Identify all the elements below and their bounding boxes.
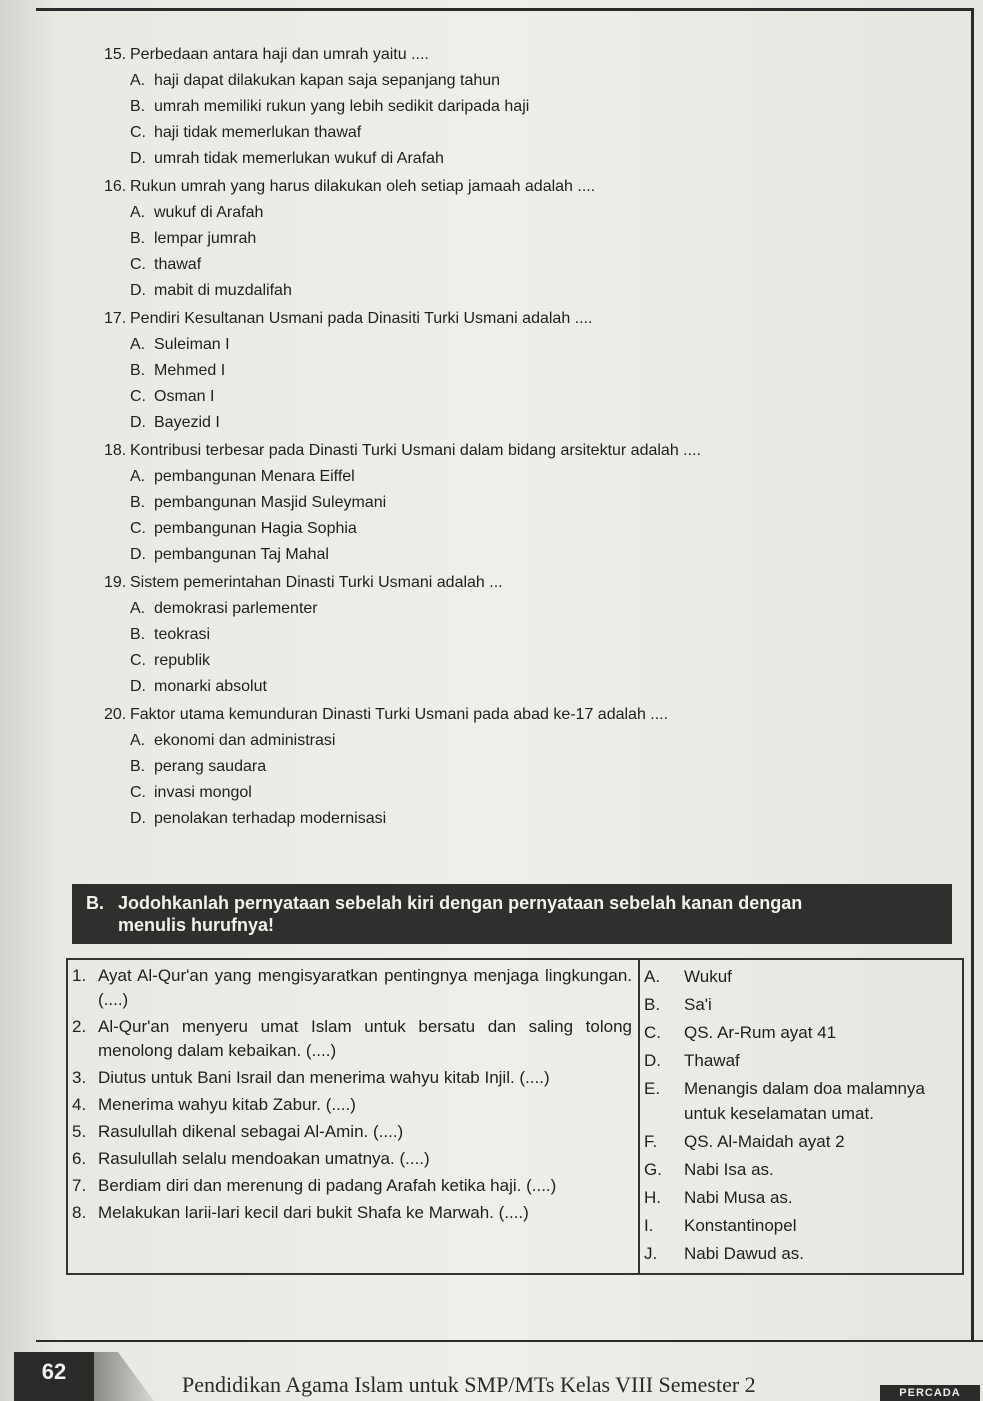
option-a: A. demokrasi parlementer	[130, 600, 318, 617]
instruction-line-1: Jodohkanlah pernyataan sebelah kiri dengan pernyataan sebelah kanan dengan	[118, 893, 803, 913]
option-b: B. perang saudara	[130, 758, 267, 775]
answer-j: J. Nabi Dawud as.	[644, 1244, 805, 1263]
option-a: A. Suleiman I	[130, 336, 230, 353]
answer-a: A. Wukuf	[644, 967, 732, 986]
statement-2: 2. Al-Qur'an menyeru umat Islam untuk bersatu dan saling tolong menolong dalam kebaikan. (....)	[72, 1017, 632, 1060]
option-a: A. pembangunan Menara Eiffel	[130, 468, 355, 485]
statement-7: 7. Berdiam diri dan merenung di padang Arafah ketika haji. (....)	[72, 1176, 557, 1195]
question-17	[104, 306, 944, 436]
statement-4: 4. Menerima wahyu kitab Zabur. (....)	[72, 1095, 356, 1114]
option-d: D. umrah tidak memerlukan wukuf di Arafah	[130, 150, 444, 167]
option-b: B. pembangunan Masjid Suleymani	[130, 494, 387, 511]
page-number-tab	[94, 1352, 154, 1401]
matching-table	[66, 958, 964, 1275]
instruction-line-2: menulis hurufnya!	[118, 915, 275, 935]
statement-6: 6. Rasulullah selalu mendoakan umatnya. (....)	[72, 1149, 430, 1168]
option-c: C. invasi mongol	[130, 784, 252, 801]
question-text: 18. Kontribusi terbesar pada Dinasti Turki Usmani dalam bidang arsitektur adalah ....	[104, 442, 701, 459]
option-a: A. wukuf di Arafah	[130, 204, 264, 221]
option-c: C. republik	[130, 652, 211, 669]
statement-3: 3. Diutus untuk Bani Israil dan menerima wahyu kitab Injil. (....)	[72, 1068, 550, 1087]
option-d: D. mabit di muzdalifah	[130, 282, 292, 299]
statement-1: 1. Ayat Al-Qur'an yang mengisyaratkan pentingnya menjaga lingkungan. (....)	[72, 966, 632, 1009]
question-15	[104, 42, 944, 172]
option-c: C. thawaf	[130, 256, 202, 273]
section-letter: B.	[86, 893, 104, 913]
footer-divider	[36, 1340, 983, 1342]
answer-i: I. Konstantinopel	[644, 1216, 797, 1235]
answer-d: D. Thawaf	[644, 1051, 740, 1070]
answer-b: B. Sa'i	[644, 995, 712, 1014]
question-19	[104, 570, 944, 700]
answer-c: C. QS. Ar-Rum ayat 41	[644, 1023, 837, 1042]
question-text: 17. Pendiri Kesultanan Usmani pada Dinasiti Turki Usmani adalah ....	[104, 310, 593, 327]
option-b: B. umrah memiliki rukun yang lebih sedikit daripada haji	[130, 98, 530, 115]
option-a: A. haji dapat dilakukan kapan saja sepanjang tahun	[130, 72, 501, 89]
question-16	[104, 174, 944, 304]
question-18	[104, 438, 944, 568]
statement-8: 8. Melakukan larii-lari kecil dari bukit Shafa ke Marwah. (....)	[72, 1203, 529, 1222]
option-a: A. ekonomi dan administrasi	[130, 732, 336, 749]
statements-column	[67, 959, 639, 1274]
multiple-choice-questions	[104, 42, 944, 832]
option-d: D. Bayezid I	[130, 414, 220, 431]
option-d: D. penolakan terhadap modernisasi	[130, 810, 387, 827]
answer-e: E. Menangis dalam doa malamnya untuk keselamatan umat.	[644, 1079, 925, 1123]
page-number: 62	[14, 1352, 94, 1401]
answer-h: H. Nabi Musa as.	[644, 1188, 793, 1207]
option-d: D. monarki absolut	[130, 678, 267, 695]
answer-f: F. QS. Al-Maidah ayat 2	[644, 1132, 845, 1151]
answers-column	[639, 959, 963, 1274]
option-c: C. pembangunan Hagia Sophia	[130, 520, 357, 537]
question-20	[104, 702, 944, 832]
option-b: B. teokrasi	[130, 626, 211, 643]
question-text: 15. Perbedaan antara haji dan umrah yaitu ....	[104, 46, 429, 63]
section-b-instruction	[72, 884, 952, 944]
option-d: D. pembangunan Taj Mahal	[130, 546, 329, 563]
option-b: B. lempar jumrah	[130, 230, 257, 247]
publisher-tag: PERCADA	[880, 1385, 980, 1401]
option-c: C. haji tidak memerlukan thawaf	[130, 124, 362, 141]
question-text: 19. Sistem pemerintahan Dinasti Turki Usmani adalah ...	[104, 574, 503, 591]
answer-g: G. Nabi Isa as.	[644, 1160, 774, 1179]
statement-5: 5. Rasulullah dikenal sebagai Al-Amin. (....)	[72, 1122, 404, 1141]
option-c: C. Osman I	[130, 388, 215, 405]
question-text: 16. Rukun umrah yang harus dilakukan oleh setiap jamaah adalah ....	[104, 178, 596, 195]
book-title: Pendidikan Agama Islam untuk SMP/MTs Kelas VIII Semester 2	[182, 1372, 756, 1397]
question-text: 20. Faktor utama kemunduran Dinasti Turki Usmani pada abad ke-17 adalah ....	[104, 706, 669, 723]
option-b: B. Mehmed I	[130, 362, 226, 379]
